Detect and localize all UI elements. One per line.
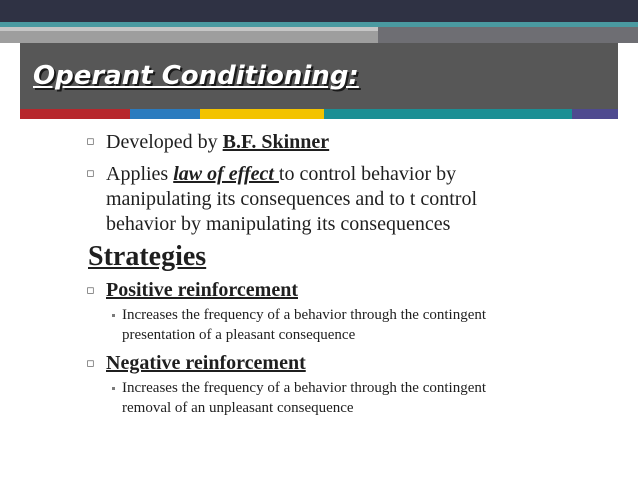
- law-of-effect-term: law of effect: [173, 163, 279, 185]
- bullet-applies-line3: behavior by manipulating its consequences: [106, 213, 451, 235]
- small-bullet-icon: [112, 314, 115, 317]
- square-bullet-icon: ▫: [86, 134, 95, 149]
- strategies-heading: Strategies: [88, 241, 207, 272]
- square-bullet-icon: ▫: [86, 166, 95, 181]
- negative-reinforcement-desc-line1: Increases the frequency of a behavior through the contingent: [122, 380, 487, 396]
- bullet-developed-by: Developed by B.F. Skinner: [106, 131, 330, 153]
- square-bullet-icon: ▫: [86, 356, 95, 371]
- small-bullet-icon: [112, 387, 115, 390]
- positive-reinforcement-desc-line1: Increases the frequency of a behavior through the contingent: [122, 307, 487, 323]
- negative-reinforcement-desc-line2: removal of an unpleasant consequence: [122, 400, 354, 416]
- bullet-applies-line2: manipulating its consequences and to t control: [106, 188, 478, 210]
- slide-title: Operant Conditioning:: [33, 61, 359, 91]
- positive-reinforcement-label: Positive reinforcement: [106, 279, 298, 301]
- square-bullet-icon: ▫: [86, 283, 95, 298]
- negative-reinforcement-label: Negative reinforcement: [106, 352, 306, 374]
- positive-reinforcement-desc-line2: presentation of a pleasant consequence: [122, 327, 356, 343]
- skinner-name: B.F. Skinner: [222, 131, 330, 153]
- bullet-applies-line1: Applies law of effect to control behavior by: [106, 163, 457, 185]
